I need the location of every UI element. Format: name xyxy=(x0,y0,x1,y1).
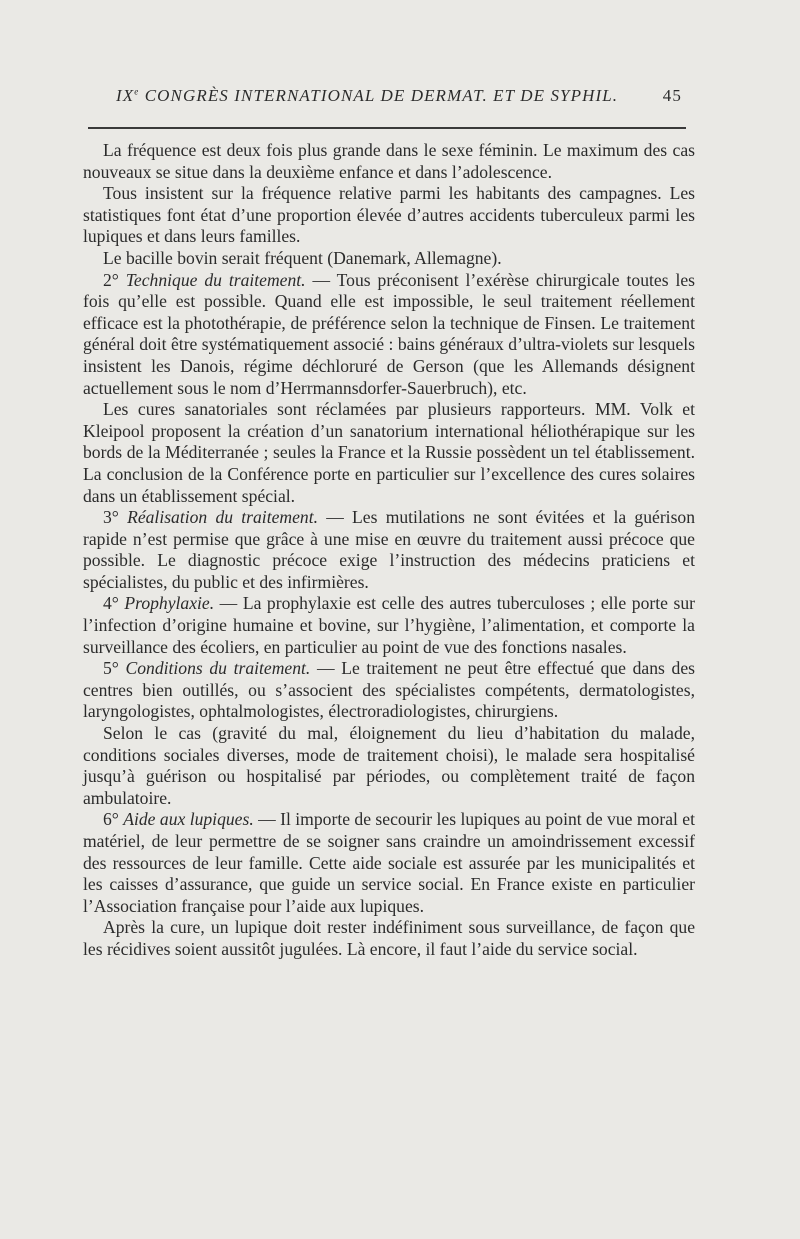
paragraph-text: — La prophylaxie est celle des autres tuberculoses ; elle porte sur l’infection d’origine humaine et bovine, sur l’hygiène, l’alimentation, et comporte la surveillance des écoliers, en particulier au point de vue des fonctions nasales. xyxy=(83,593,695,657)
page-number: 45 xyxy=(662,86,682,105)
section-heading: Réalisation du traitement. xyxy=(127,507,318,528)
title-start: IX xyxy=(116,86,135,105)
paragraph-text: Le bacille bovin serait fréquent (Danemark, Allemagne). xyxy=(103,247,502,268)
title-rest: CONGRÈS INTERNATIONAL DE DERMAT. ET DE SYPHIL. xyxy=(139,86,619,105)
paragraph xyxy=(83,917,695,960)
paragraph xyxy=(83,248,695,270)
section-number: 2° xyxy=(103,269,126,290)
section-paragraph xyxy=(83,809,695,917)
paragraph-text: — Le traitement ne peut être effectué que dans des centres bien outillés, ou s’associent des spécialistes compétents, dermatologistes, laryngologistes, ophtalmologistes, électroradiologistes, chirurgiens. xyxy=(83,658,695,722)
paragraph-text: — Il importe de secourir les lupiques au point de vue moral et matériel, de leur permettre de se soigner sans craindre un amoindrissement excessif des ressources de leur famille. Cette aide sociale est assurée par les municipalités et les caisses d’assurance, que guide un service social. En France existe en particulier l’Association française pour l’aide aux lupiques. xyxy=(83,809,696,916)
section-heading: Aide aux lupiques. xyxy=(123,809,254,830)
paragraph-text: Après la cure, un lupique doit rester indéfiniment sous surveillance, de façon que les récidives soient aussitôt jugulées. Là encore, il faut l’aide du service social. xyxy=(83,917,695,959)
section-paragraph xyxy=(83,658,695,723)
section-number: 3° xyxy=(103,507,128,528)
section-heading: Technique du traitement. xyxy=(125,269,306,290)
paragraph xyxy=(83,183,695,248)
running-title xyxy=(116,86,618,105)
header-rule xyxy=(88,127,686,129)
paragraph-text: La fréquence est deux fois plus grande dans le sexe féminin. Le maximum des cas nouveaux se situe dans la deuxième enfance et dans l’adolescence. xyxy=(83,140,695,182)
paragraph-text: — Les mutilations ne sont évitées et la guérison rapide n’est permise que grâce à une mise en œuvre du traitement aussi précoce que possible. Le diagnostic précoce exige l’instruction des médecins praticiens et spécialistes, du public et des infirmières. xyxy=(83,507,696,592)
section-number: 5° xyxy=(103,658,126,679)
paragraph xyxy=(83,399,695,507)
running-header xyxy=(116,86,682,106)
paragraph xyxy=(83,723,695,809)
paragraph-text: Les cures sanatoriales sont réclamées par plusieurs rapporteurs. MM. Volk et Kleipool proposent la création d’un sanatorium international héliothérapique sur les bords de la Méditerranée ; seules la France et la Russie possèdent un tel établissement. La conclusion de la Conférence porte en particulier sur l’excellence des cures solaires dans un établissement spécial. xyxy=(83,399,695,506)
section-number: 4° xyxy=(103,593,125,614)
paragraph-text: Tous insistent sur la fréquence relative parmi les habitants des campagnes. Les statistiques font état d’une proportion élevée d’autres accidents tuberculeux parmi les lupiques et dans leurs familles. xyxy=(83,183,695,247)
section-paragraph xyxy=(83,507,695,593)
section-paragraph xyxy=(83,270,695,400)
paragraph xyxy=(83,140,695,183)
section-heading: Prophylaxie. xyxy=(124,593,215,614)
paragraph-text: Selon le cas (gravité du mal, éloignement du lieu d’habitation du malade, conditions sociales diverses, mode de traitement choisi), le malade sera hospitalisé jusqu’à guérison ou hospitalisé par périodes, ou complètement traité de façon ambulatoire. xyxy=(83,723,695,808)
section-paragraph xyxy=(83,593,695,658)
body-text xyxy=(83,140,695,961)
paragraph-text: — Tous préconisent l’exérèse chirurgicale toutes les fois qu’elle est possible. Quand elle est impossible, le seul traitement réellement efficace est la photothérapie, de préférence selon la technique de Finsen. Le traitement général doit être systématiquement associé : bains généraux d’ultra-violets sur lesquels insistent les Danois, régime déchloruré de Gerson (que les Allemands désignent actuellement sous le nom d’Herrmannsdorfer-Sauerbruch), etc. xyxy=(83,269,696,398)
title-superscript: e xyxy=(134,86,140,97)
section-heading: Conditions du traitement. xyxy=(125,658,311,679)
section-number: 6° xyxy=(103,809,124,830)
